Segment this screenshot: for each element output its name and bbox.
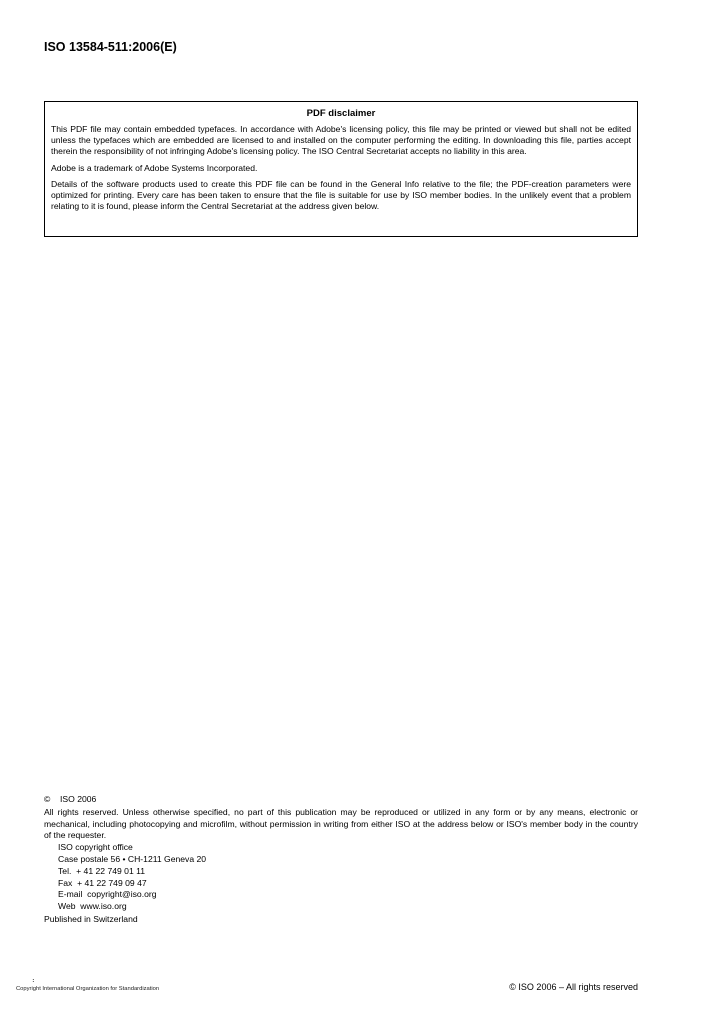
disclaimer-paragraph-software: Details of the software products used to create this PDF file can be found in the General Info relative to the file; the PDF-creation parameters were optimized for printing. Every care has been taken to ensure that the file is suitable for use by ISO member bodies. In the unlikely event that a problem relating to it is found, please inform the Central Secretariat at the address given below.: [51, 178, 631, 212]
disclaimer-paragraph-typefaces: This PDF file may contain embedded typefaces. In accordance with Adobe's licensing policy, this file may be printed or viewed but shall not be edited unless the typefaces which are embedded are licensed to and installed on the computer performing the editing. In downloading this file, parties accept therein the responsibility of not infringing Adobe's licensing policy. The ISO Central Secretariat accepts no liability in this area.: [51, 124, 631, 157]
footer-rights-reserved: © ISO 2006 – All rights reserved: [509, 982, 638, 992]
copyright-year-line: [44, 794, 638, 806]
address-postal: Case postale 56 • CH-1211 Geneva 20: [58, 853, 207, 864]
footer-copyright-watermark: [16, 980, 160, 992]
address-website: Web www.iso.org: [58, 901, 127, 912]
copyright-notice: [44, 794, 638, 926]
published-in-text: Published in Switzerland: [44, 913, 138, 924]
footer-watermark-text: Copyright International Organization for Standardization: [16, 986, 160, 992]
copyright-symbol: ©: [44, 794, 51, 804]
iso-address-block: [44, 842, 638, 913]
address-fax: Fax + 41 22 749 09 47: [58, 877, 147, 888]
footer-watermark-mark: ⠃: [32, 980, 37, 986]
copyright-year-text: ISO 2006: [60, 794, 97, 804]
pdf-disclaimer-box: [44, 101, 638, 237]
address-telephone: Tel. + 41 22 749 01 11: [58, 865, 146, 876]
document-id-heading: ISO 13584-511:2006(E): [44, 40, 177, 54]
rights-reserved-text: All rights reserved. Unless otherwise specified, no part of this publication may be reproduced or utilized in any form or by any means, electronic or mechanical, including photocopying and microfilm, without permission in writing from either ISO at the address below or ISO's member body in the country of the requester.: [44, 806, 638, 841]
disclaimer-paragraph-trademark: Adobe is a trademark of Adobe Systems Incorporated.: [51, 162, 258, 173]
disclaimer-title: PDF disclaimer: [306, 108, 376, 119]
address-email: E-mail copyright@iso.org: [58, 889, 157, 900]
address-office: ISO copyright office: [58, 842, 133, 853]
